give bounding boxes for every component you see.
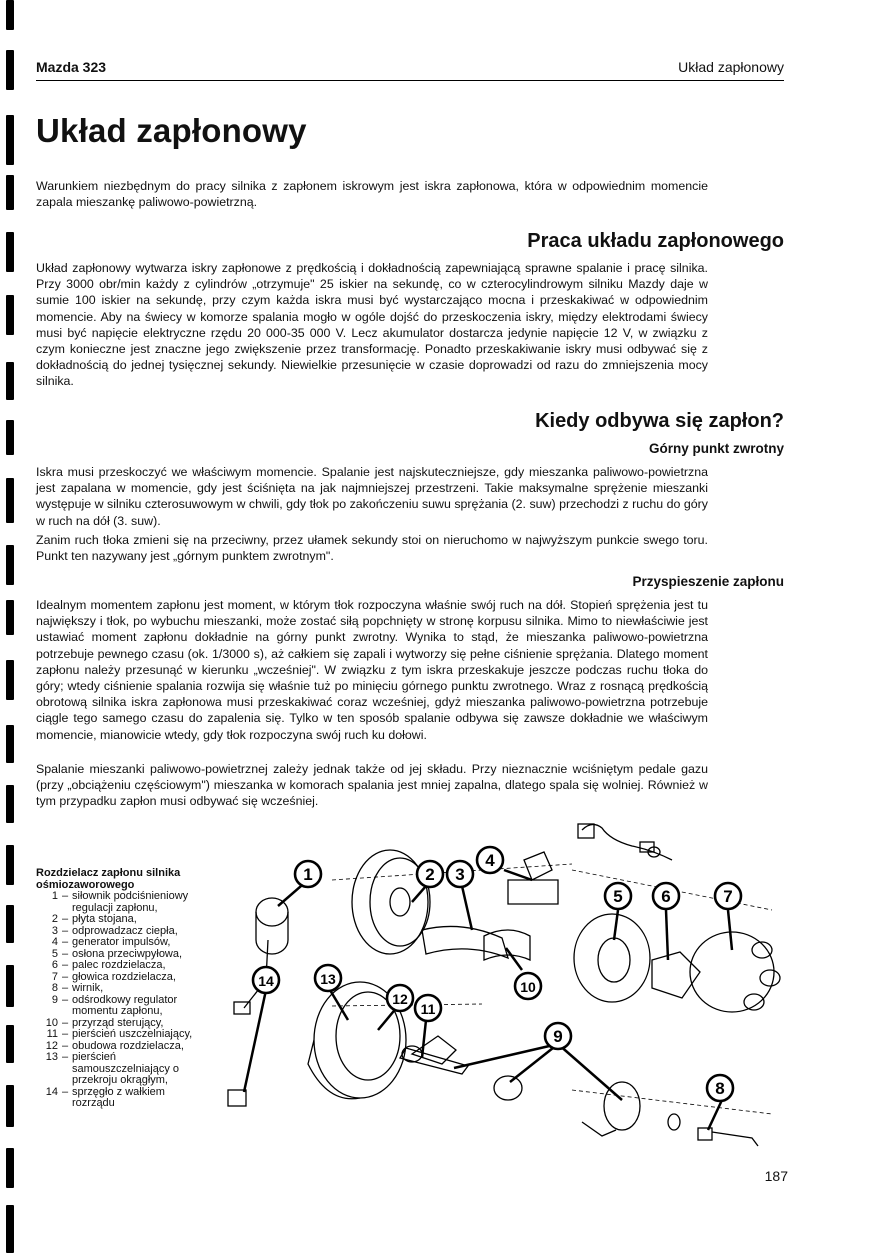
binder-mark (6, 785, 14, 823)
header-chapter-title: Układ zapłonowy (678, 59, 784, 75)
binder-mark (6, 295, 14, 335)
page-title: Układ zapłonowy (36, 112, 307, 149)
callout-number: 13 (320, 971, 336, 987)
distributor-exploded-diagram (222, 810, 794, 1162)
legend-item-dash: – (61, 970, 69, 983)
legend-item-number: 6 (51, 959, 58, 971)
callout-5 (605, 883, 631, 909)
callout-number: 5 (613, 887, 623, 906)
legend-item-text: pierścień samouszczelniający o przekroju okrągłym, (72, 1051, 179, 1086)
legend-item-number: 3 (51, 924, 58, 937)
legend-item-number: 1 (51, 890, 58, 902)
binder-mark (6, 660, 14, 700)
gorny-paragraph-2: Zanim ruch tłoka zmieni się na przeciwny, przez ułamek sekundy stoi on nieruchomo w najwyższym punkcie swego toru. Punkt ten nazywany jest „górnym punktem zwrotnym". (36, 533, 708, 564)
figure-legend (36, 868, 206, 1110)
legend-item (36, 937, 206, 949)
legend-item-number: 12 (45, 1039, 58, 1052)
legend-item-number: 14 (45, 1085, 58, 1098)
binder-mark (6, 1025, 14, 1063)
binder-mark (6, 1205, 14, 1253)
callout-14 (253, 967, 279, 993)
callout-number: 8 (715, 1079, 725, 1098)
section-heading-kiedy: Kiedy odbywa się zapłon? (535, 410, 784, 432)
header-rule (36, 80, 784, 81)
legend-item-text: odprowadzacz ciepła, (72, 924, 178, 937)
legend-item-dash: – (61, 959, 69, 971)
legend-item-text: sprzęgło z wałkiem rozrządu (72, 1085, 165, 1109)
binder-mark (6, 175, 14, 210)
legend-item-text: siłownik podciśnieniowy regulacji zapłonu, (72, 890, 189, 914)
legend-item (36, 1029, 206, 1041)
callout-8 (707, 1075, 733, 1101)
binder-mark (6, 115, 14, 165)
binder-mark (6, 905, 14, 943)
callout-3 (447, 861, 473, 887)
legend-item-text: odśrodkowy regulator momentu zapłonu, (72, 993, 178, 1017)
legend-item (36, 914, 206, 926)
callout-number: 10 (520, 979, 536, 995)
callout-number: 12 (392, 991, 408, 1007)
legend-item-dash: – (61, 947, 69, 960)
legend-item-number: 5 (51, 947, 58, 960)
binder-mark (6, 965, 14, 1007)
gorny-paragraph-1: Iskra musi przeskoczyć we właściwym momencie. Spalanie jest najskuteczniejsze, gdy mieszanka paliwowo-powietrzna jest zapalana w momencie, gdy jest ściśnięta na jak najmniejszej przestrzeni. Takie maksymalne sprężenie mieszanki występuje w silniku czterosuwowym w chwili, gdy tłok po zakończeniu suwu sprężania (2. suw) przechodzi z ruchu do góry w ruch na dół (3. suw). (36, 465, 708, 528)
legend-item-text: pierścień uszczelniający, (72, 1028, 193, 1040)
callout-1 (295, 861, 321, 887)
legend-item-dash: – (61, 890, 69, 902)
binder-mark (6, 725, 14, 763)
legend-item-number: 11 (46, 1028, 58, 1040)
callout-7 (715, 883, 741, 909)
binder-mark (6, 50, 14, 90)
legend-item-text: głowica rozdzielacza, (72, 970, 176, 983)
legend-item-dash: – (61, 1028, 69, 1040)
legend-item-text: przyrząd sterujący, (72, 1016, 164, 1029)
binder-mark (6, 0, 14, 30)
header-book-title: Mazda 323 (36, 59, 107, 75)
callout-9 (545, 1023, 571, 1049)
callout-4 (477, 847, 503, 873)
callout-number: 6 (661, 887, 671, 906)
legend-item-text: wirnik, (72, 982, 104, 994)
binder-mark (6, 232, 14, 272)
callout-number: 4 (485, 851, 495, 870)
przyspieszenie-paragraph-2: Spalanie mieszanki paliwowo-powietrznej zależy jednak także od jej składu. Przy nieznacznie wciśniętym pedale gazu (przy „obciążeniu częściowym") mieszanka w komorach spalania jest mniej zapalna, dlatego spala się wolniej. Również w tym przypadku zapłon musi odbywać się wcześniej. (36, 762, 708, 809)
legend-item-number: 4 (51, 936, 58, 948)
binder-mark (6, 545, 14, 585)
legend-item-dash: – (61, 1039, 69, 1052)
legend-item-dash: – (61, 993, 69, 1006)
legend-item-dash: – (61, 1085, 69, 1098)
callout-number: 9 (553, 1027, 563, 1046)
legend-item-text: osłona przeciwpyłowa, (72, 947, 183, 960)
binder-mark (6, 478, 14, 523)
legend-item-text: płyta stojana, (72, 913, 137, 925)
praca-paragraph: Układ zapłonowy wytwarza iskry zapłonowe z prędkością i dokładnością zapewniającą sprawne spalanie i pracę silnika. Przy 3000 obr/min każdy z cylindrów „otrzymuje" 25 iskier na sekundę, co w czterocylindrowym silniku Mazdy daje w sumie 100 iskier na sekundę, przy czym każda iskra musi być wystarczająco mocna i przeskakiwać w odpowiednim momencie. Aby na świecy w komorze spalania mogło w ogóle dojść do przeskoczenia iskry, między elektrodami świecy musi być napięcie elektryczne rzędu 20 000-35 000 V. Lecz akumulator dostarcza jedynie napięcie 12 V, w związku z czym konieczne jest znaczne jego zwiększenie przez transformację. Ponadto przeskakiwanie iskry musi odbywać się z dokładnością do jednej tysięcznej sekundy. Niewielkie przesunięcie w czasie doprowadzi od razu do zmniejszenia mocy silnika. (36, 261, 708, 389)
binder-mark (6, 1085, 14, 1127)
legend-item-dash: – (61, 1016, 69, 1029)
legend-title: Rozdzielacz zapłonu silnika ośmiozaworowego (36, 867, 181, 891)
legend-item (36, 1087, 206, 1110)
legend-item-number: 7 (51, 970, 58, 983)
callout-number: 2 (425, 865, 435, 884)
legend-item-dash: – (61, 982, 69, 994)
callout-number: 7 (723, 887, 733, 906)
binder-mark (6, 362, 14, 400)
legend-item-dash: – (61, 936, 69, 948)
callout-12 (387, 985, 413, 1011)
legend-item (36, 891, 206, 914)
legend-item-number: 9 (51, 993, 58, 1006)
page-number: 187 (764, 1168, 788, 1184)
legend-item-text: palec rozdzielacza, (72, 959, 166, 971)
legend-item-text: generator impulsów, (72, 936, 171, 948)
callout-11 (415, 995, 441, 1021)
legend-item-number: 2 (51, 913, 58, 925)
section-heading-praca: Praca układu zapłonowego (527, 230, 784, 252)
binder-mark (6, 420, 14, 455)
callout-13 (315, 965, 341, 991)
legend-item-text: obudowa rozdzielacza, (72, 1039, 184, 1052)
callout-number: 14 (258, 973, 274, 989)
legend-item-number: 10 (45, 1016, 58, 1029)
callout-number: 3 (455, 865, 465, 884)
callout-number: 1 (303, 865, 313, 884)
legend-item-dash: – (61, 924, 69, 937)
przyspieszenie-paragraph-1: Idealnym momentem zapłonu jest moment, w którym tłok rozpoczyna właśnie swój ruch na dół. Stopień sprężenia jest tu największy i tłok, po wybuchu mieszanki, może zostać siłą popchnięty w stronę korpusu silnika. Mimo to niewłaściwie jest ustawiać moment zapłonu dokładnie na górny punkt zwrotny. Wynika to stąd, że mieszanka paliwowo-powietrzna potrzebuje pewnego czasu (ok. 1/3000 s), aż całkiem się zapali i wytworzy się pełne ciśnienie sprężania. Dlatego moment zapłonu należy przesunąć w kierunku „wcześniej". W związku z tym iskra przeskakuje jeszcze podczas ruchu tłoka do góry; wtedy ciśnienie spalania rozwija się właśnie tuż po minięciu górnego punktu zwrotnego. Wraz z rosnącą prędkością obrotową silnika iskra zapłonowa musi przeskakiwać coraz wcześniej, gdyż mieszanka paliwowo-powietrzna potrzebuje ciągle tego samego czasu do zapalenia się. Tylko w ten sposób spalanie odbywa się zawsze dokładnie we właściwym momencie, mianowicie wtedy, gdy tłok rozpoczyna swój ruch ku dołowi. (36, 598, 708, 742)
legend-item (36, 1052, 206, 1087)
subheading-przyspieszenie: Przyspieszenie zapłonu (632, 574, 784, 589)
callout-10 (515, 973, 541, 999)
intro-paragraph: Warunkiem niezbędnym do pracy silnika z zapłonem iskrowym jest iskra zapłonowa, która w odpowiednim momencie zapala mieszankę paliwowo-powietrzną. (36, 179, 708, 210)
callout-6 (653, 883, 679, 909)
subheading-gorny-punkt: Górny punkt zwrotny (649, 441, 784, 456)
legend-item-number: 8 (51, 982, 58, 994)
legend-item (36, 960, 206, 972)
callout-number: 11 (420, 1001, 436, 1017)
binder-mark (6, 600, 14, 635)
legend-item (36, 995, 206, 1018)
callout-2 (417, 861, 443, 887)
legend-item-number: 13 (45, 1051, 58, 1063)
legend-item-dash: – (61, 1051, 69, 1063)
legend-item-dash: – (61, 913, 69, 925)
binder-mark (6, 1148, 14, 1188)
legend-item (36, 983, 206, 995)
binder-mark (6, 845, 14, 885)
